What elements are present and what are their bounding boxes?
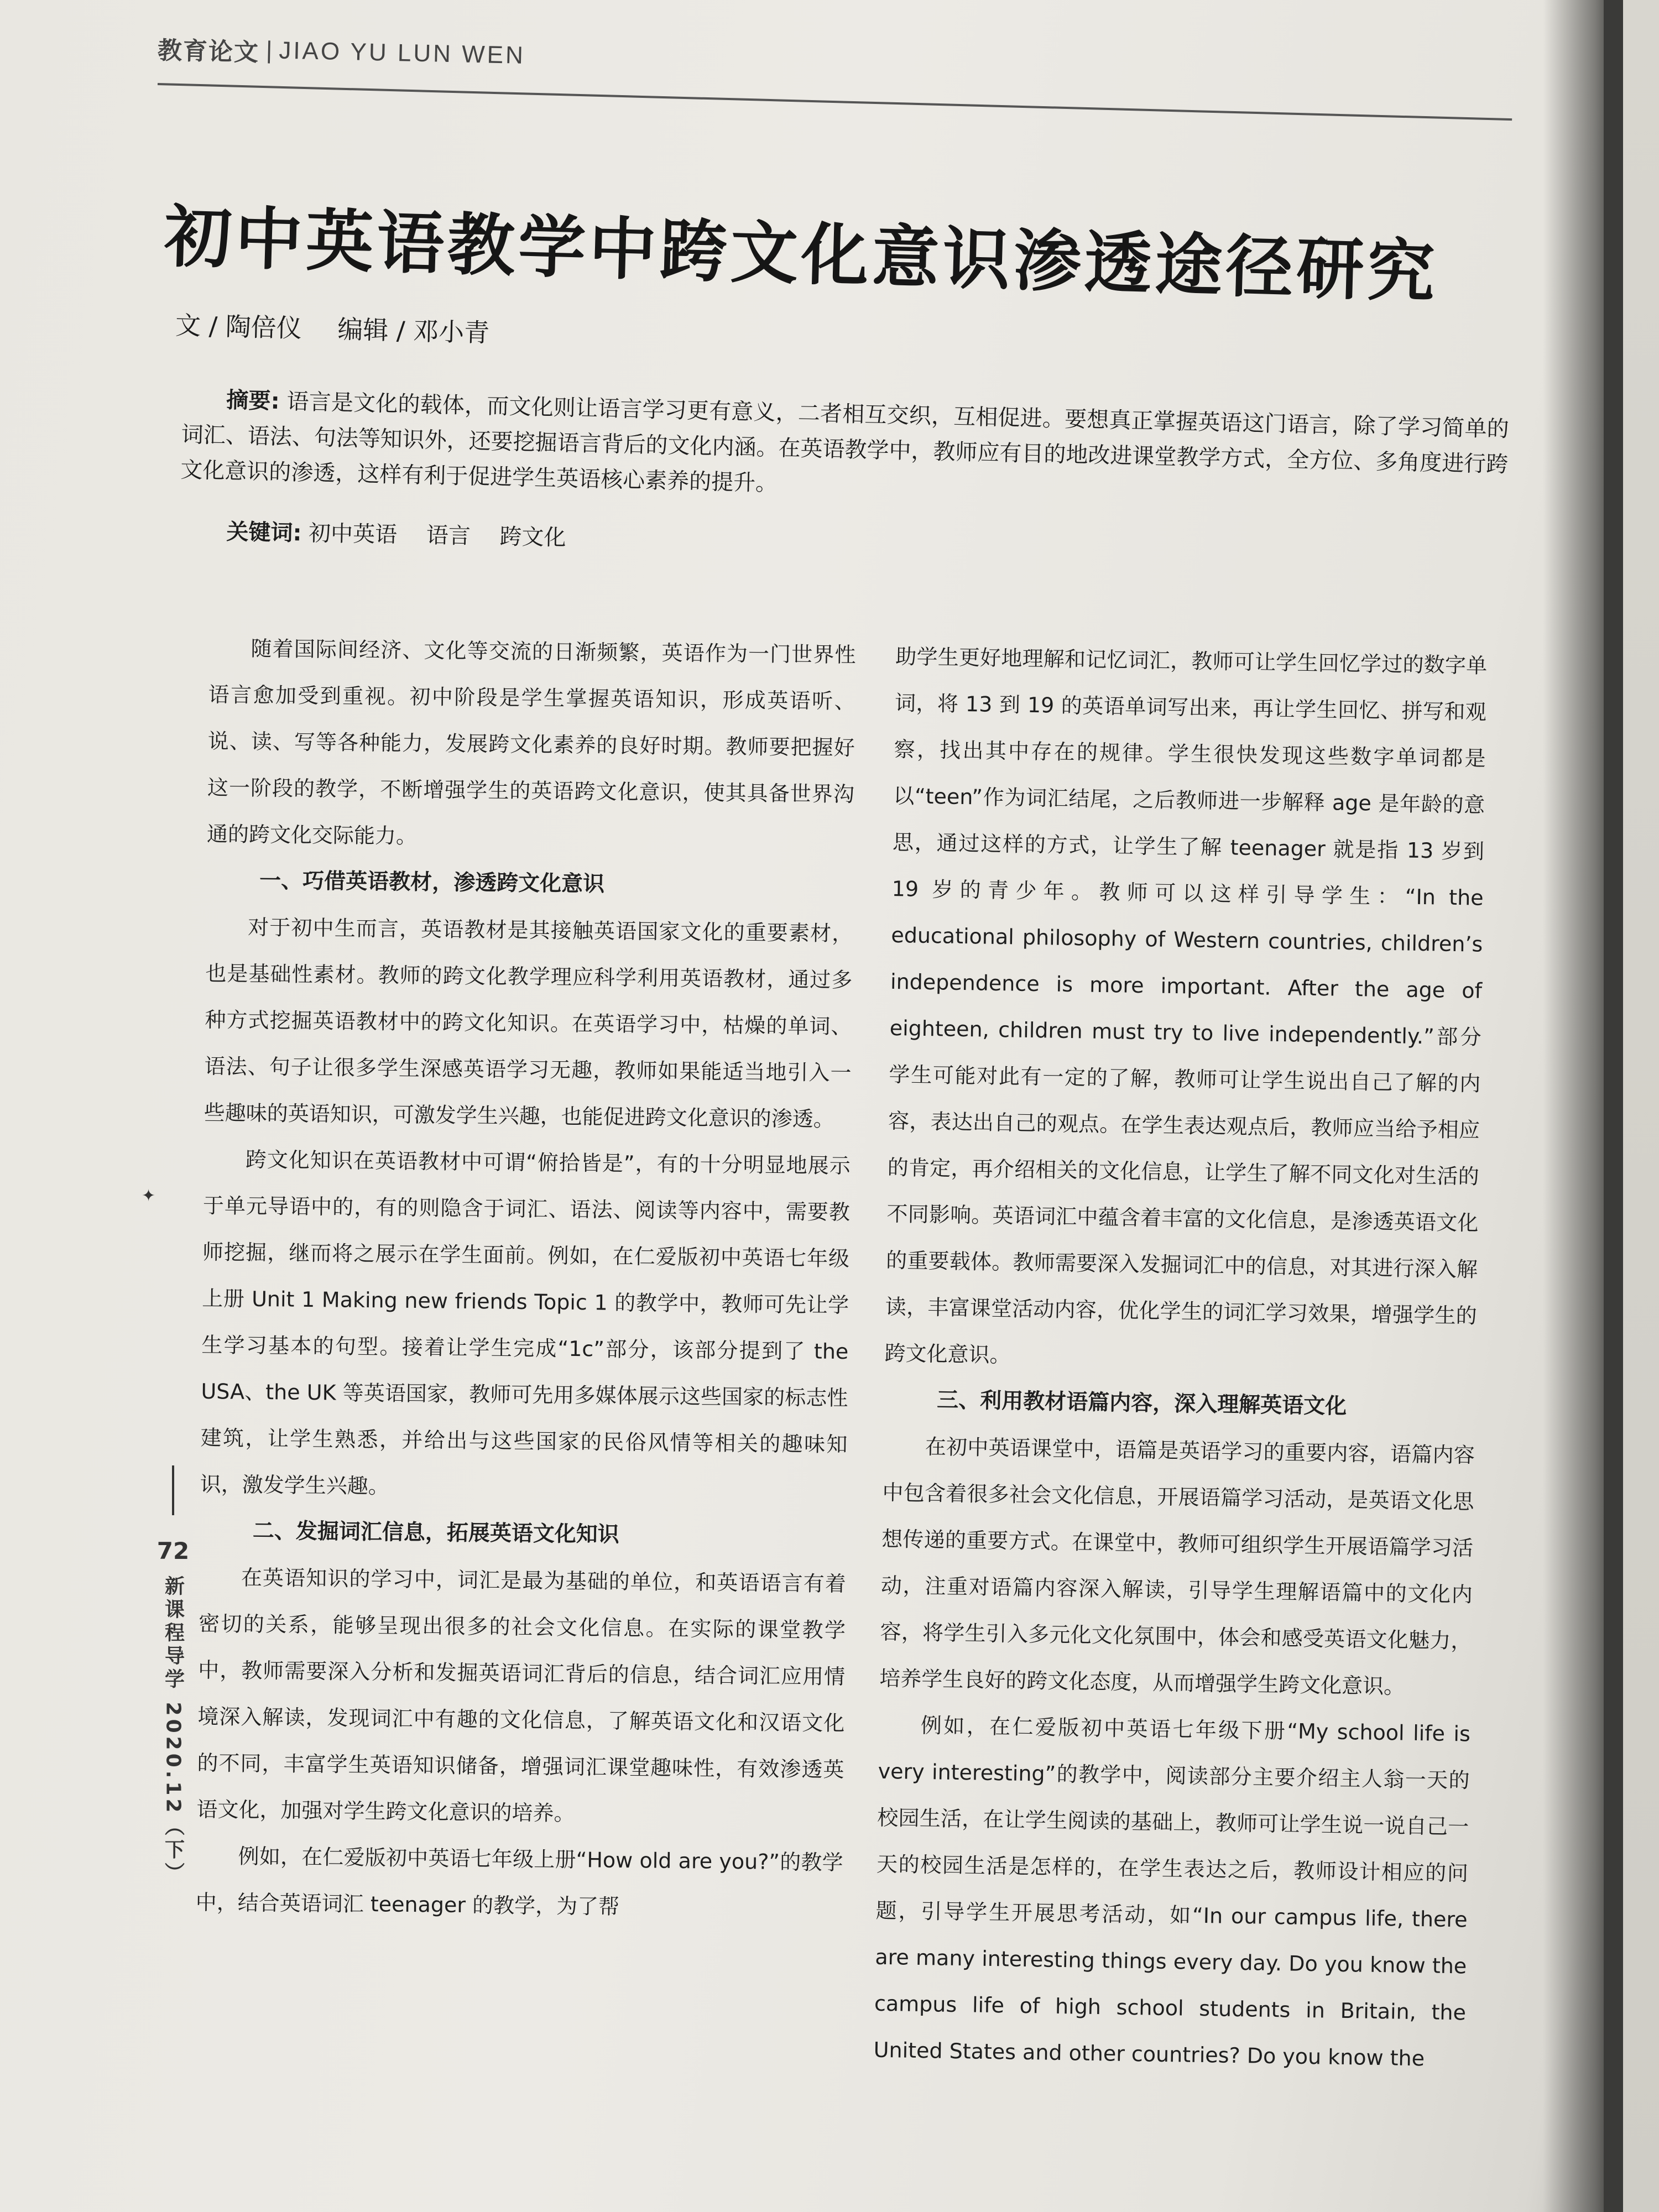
left-column bbox=[195, 625, 856, 1932]
article-title: 初中英语教学中跨文化意识渗透途径研究 bbox=[163, 197, 1439, 312]
section-name-cn: 教育论文 bbox=[157, 37, 260, 66]
paragraph: 随着国际间经济、文化等交流的日渐频繁，英语作为一门世界性语言愈加受到重视。初中阶段是学生掌握英语知识，形成英语听、说、读、写等各种能力，发展跨文化素养的良好时期。教师要把握好这一阶段的教学，不断增强学生的英语跨文化意识，使其具备世界沟通的跨文化交际能力。 bbox=[206, 636, 856, 848]
section-heading: 一、巧借英语教材，渗透跨文化意识 bbox=[259, 868, 605, 897]
abstract bbox=[180, 382, 1510, 518]
header-rule bbox=[158, 83, 1512, 121]
keywords-label: 关键词: bbox=[226, 519, 302, 546]
paragraph: 跨文化知识在英语教材中可谓“俯拾皆是”，有的十分明显地展示于单元导语中的，有的则隐含于词汇、语法、阅读等内容中，需要教师挖掘，继而将之展示在学生面前。例如，在仁爱版初中英语七年级上册 Unit 1 Making new friends Topic 1 的教学中，教师可先让学生学习基本的句型。接着让学生完成“1c”部分，该部分提到了 the USA、the UK 等英语国家，教师可先用多媒体展示这些国家的标志性建筑，让学生熟悉，并给出与这些国家的民俗风情等相关的趣味知识，激发学生兴趣。 bbox=[200, 1147, 851, 1499]
page-number: 72 bbox=[156, 1537, 190, 1564]
header-separator: | bbox=[265, 36, 273, 64]
paragraph: 例如，在仁爱版初中英语七年级上册“How old are you?”的教学中，结合英语词汇 teenager 的教学，为了帮 bbox=[195, 1844, 843, 1919]
author: 文 / 陶倍仪 bbox=[175, 310, 302, 343]
section-heading: 三、利用教材语篇内容，深入理解英语文化 bbox=[936, 1387, 1347, 1419]
folio-rule bbox=[172, 1465, 174, 1515]
keyword: 跨文化 bbox=[499, 524, 566, 551]
next-page-edge bbox=[1623, 0, 1659, 2212]
paragraph: 助学生更好地理解和记忆词汇，教师可让学生回忆学过的数字单词，将 13 到 19 的英语单词写出来，再让学生回忆、拼写和观察，找出其中存在的规律。学生很快发现这些数字单词都是以“teen”作为词汇结尾，之后教师进一步解释 age 是年龄的意思，通过这样的方式，让学生了解 teenager 就是指 13 岁到 19 岁的青少年。教师可以这样引导学生：“In the educational philosophy of Western countries, children’s independence is more important. After the age of eighteen, children must try to live independently.”部分学生可能对此有一定的了解，教师可让学生说出自己了解的内容，表达出自己的观点。在学生表达观点后，教师应当给予相应的肯定，再介绍相关的文化信息，让学生了解不同文化对生活的不同影响。英语词汇中蕴含着丰富的文化信息，是渗透英语文化的重要载体。教师需要深入发掘词汇中的信息，对其进行深入解读，丰富课堂活动内容，优化学生的词汇学习效果，增强学生的跨文化意识。 bbox=[884, 644, 1488, 1368]
abstract-text: 语言是文化的载体，而文化则让语言学习更有意义，二者相互交织，互相促进。要想真正掌握英语这门语言，除了学习简单的词汇、语法、句法等知识外，还要挖掘语言背后的文化内涵。在英语教学中，教师应有目的地改进课堂教学方式，全方位、多角度进行跨文化意识的渗透，这样有利于促进学生英语核心素养的提升。 bbox=[180, 389, 1510, 497]
folio bbox=[154, 1465, 192, 1886]
byline bbox=[175, 305, 490, 349]
paragraph: 对于初中生而言，英语教材是其接触英语国家文化的重要素材，也是基础性素材。教师的跨文化教学理应科学利用英语教材，通过多种方式挖掘英语教材中的跨文化知识。在英语学习中，枯燥的单词、语法、句子让很多学生深感英语学习无趣，教师如果能适当地引入一些趣味的英语知识，可激发学生兴趣，也能促进跨文化意识的渗透。 bbox=[204, 915, 853, 1131]
paragraph: 在英语知识的学习中，词汇是最为基础的单位，和英语语言有着密切的关系，能够呈现出很多的社会文化信息。在实际的课堂教学中，教师需要深入分析和发掘英语词汇背后的信息，结合词汇应用情境深入解读，发现词汇中有趣的文化信息，了解英语文化和汉语文化的不同，丰富学生英语知识储备，增强词汇课堂趣味性，有效渗透英语文化，加强对学生跨文化意识的培养。 bbox=[196, 1565, 847, 1826]
keyword: 初中英语 bbox=[308, 520, 398, 548]
abstract-label: 摘要: bbox=[226, 387, 280, 414]
paragraph: 例如，在仁爱版初中英语七年级下册“My school life is very interesting”的教学中，阅读部分主要介绍主人翁一天的校园生活，在让学生阅读的基础上，教师可让学生说一说自己一天的校园生活是怎样的，在学生表达之后，教师设计相应的问题，引导学生开展思考活动，如“In our campus life, there are many interesting things every day. Do you know the campus life of high school students in Britain, the United States and other countries? Do you know the bbox=[873, 1713, 1471, 2071]
stray-mark: ✦ bbox=[142, 1186, 156, 1206]
section-name-en: JIAO YU LUN WEN bbox=[278, 36, 526, 69]
keyword: 语言 bbox=[426, 523, 471, 549]
editor: 编辑 / 邓小青 bbox=[337, 314, 490, 348]
paragraph: 在初中英语课堂中，语篇是英语学习的重要内容，语篇内容中包含着很多社会文化信息，开展语篇学习活动，是英语文化思想传递的重要方式。在课堂中，教师可组织学生开展语篇学习活动，注重对语篇内容深入解读，引导学生理解语篇中的文化内容，将学生引入多元化文化氛围中，体会和感受英语文化魅力，培养学生良好的跨文化态度，从而增强学生跨文化意识。 bbox=[879, 1434, 1475, 1699]
binding-shadow bbox=[1543, 0, 1604, 2212]
right-column bbox=[873, 633, 1488, 2082]
keywords bbox=[226, 514, 588, 552]
section-heading: 二、发掘词汇信息，拓展英语文化知识 bbox=[252, 1518, 620, 1547]
journal-name: 新课程导学 2020.12（下） bbox=[161, 1575, 185, 1886]
running-header bbox=[157, 29, 525, 75]
